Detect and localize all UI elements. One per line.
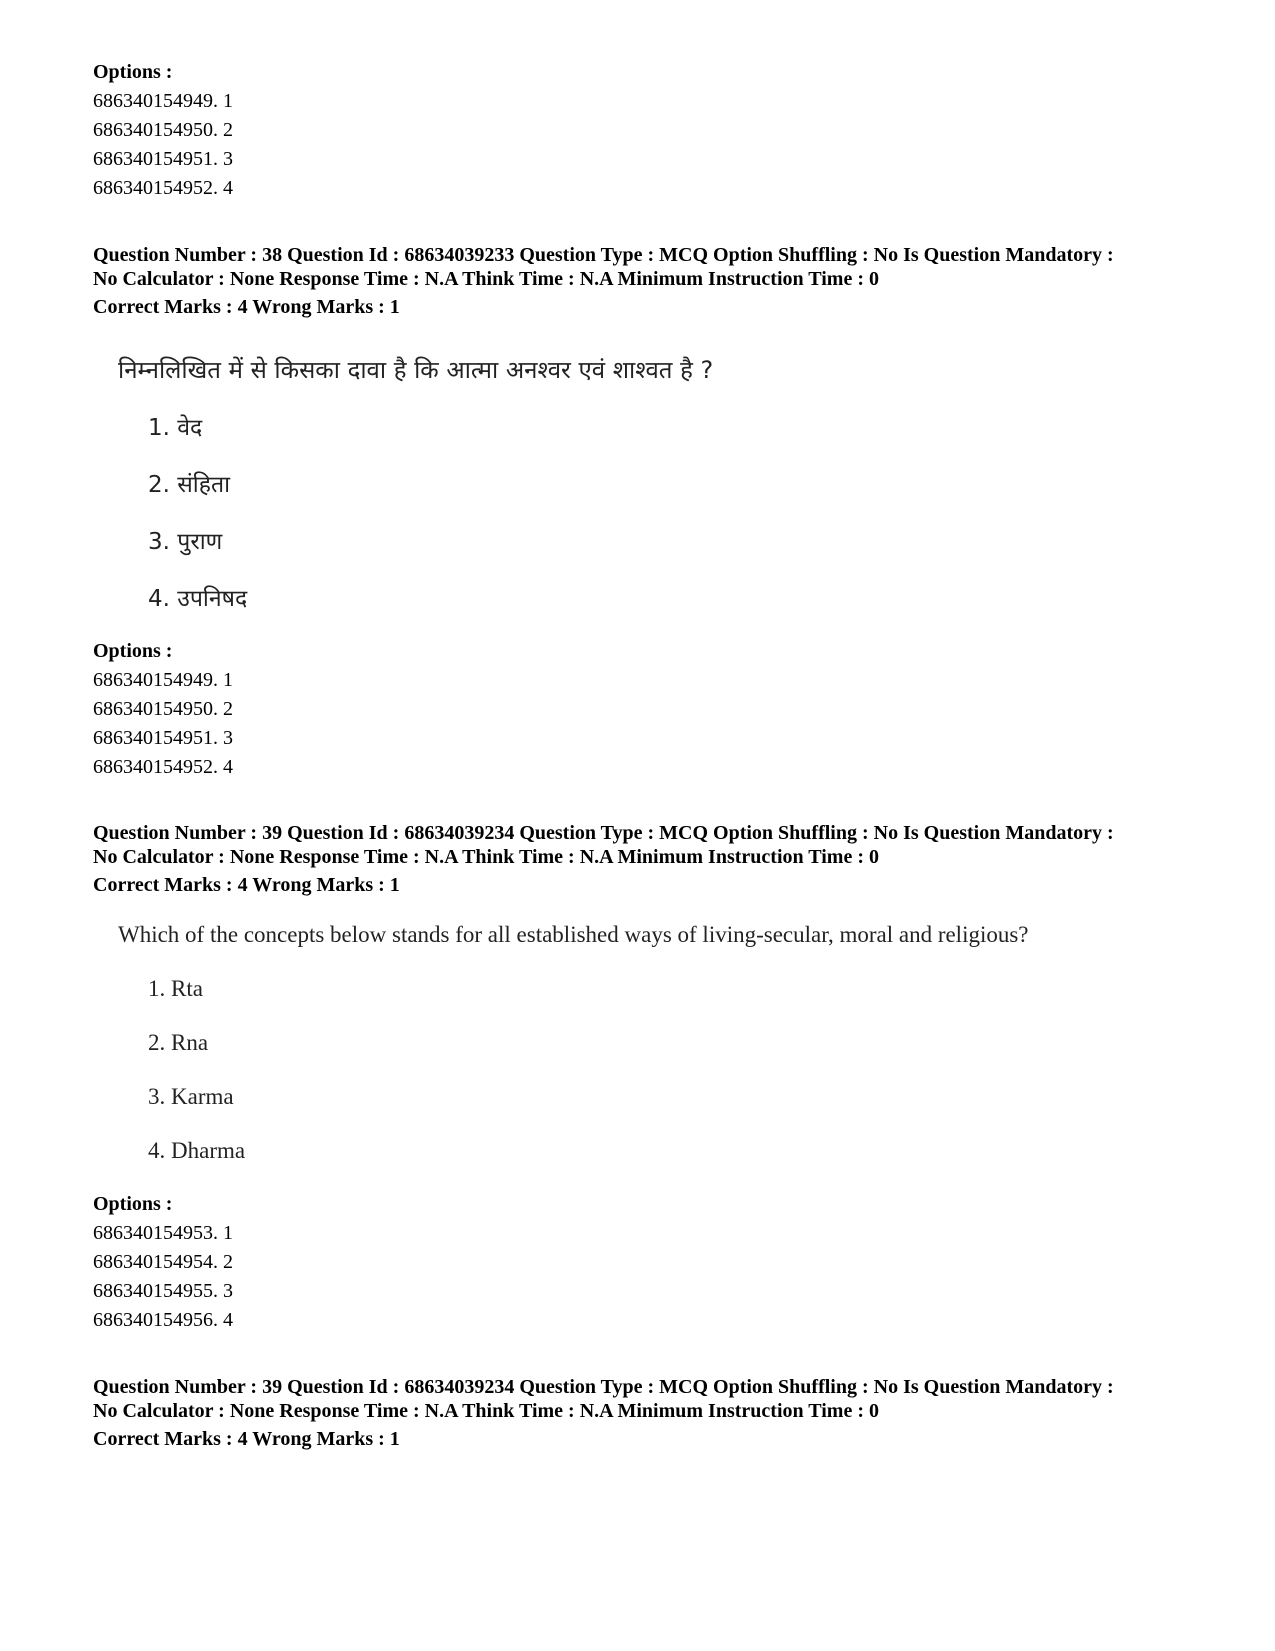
option-line: 686340154955. 3 [93,1280,233,1302]
question-header-line: Question Number : 39 Question Id : 68634039234 Question Type : MCQ Option Shuffling : No Is Question Mandatory : [93,1376,1114,1398]
question-39-options [93,1190,1213,1335]
option-line: 686340154950. 2 [93,698,233,720]
question-38-options [93,637,1213,782]
question-38-choice: 1. वेद [148,415,203,441]
option-line: 686340154949. 1 [93,669,233,691]
question-38-stem: निम्नलिखित में से किसका दावा है कि आत्मा अनश्वर एवं शाश्वत है ? [118,356,714,384]
question-39-stem: Which of the concepts below stands for all established ways of living-secular, moral and religious? [118,922,1029,947]
options-heading: Options : [93,1193,173,1215]
option-line: 686340154954. 2 [93,1251,233,1273]
option-line: 686340154952. 4 [93,756,233,778]
option-line: 686340154951. 3 [93,148,233,170]
option-line: 686340154956. 4 [93,1309,233,1331]
question-header-line: No Calculator : None Response Time : N.A Think Time : N.A Minimum Instruction Time : 0 [93,268,879,290]
question-marks: Correct Marks : 4 Wrong Marks : 1 [93,1428,400,1450]
option-line: 686340154952. 4 [93,177,233,199]
question-header-line: Question Number : 39 Question Id : 68634039234 Question Type : MCQ Option Shuffling : No Is Question Mandatory : [93,822,1114,844]
question-marks: Correct Marks : 4 Wrong Marks : 1 [93,296,400,318]
question-header-line: Question Number : 38 Question Id : 68634039233 Question Type : MCQ Option Shuffling : No Is Question Mandatory : [93,244,1114,266]
options-heading: Options : [93,61,173,83]
question-38-choice: 3. पुराण [148,529,223,555]
option-line: 686340154950. 2 [93,119,233,141]
question-header-line: No Calculator : None Response Time : N.A Think Time : N.A Minimum Instruction Time : 0 [93,1400,879,1422]
question-39-choice: 3. Karma [148,1084,234,1109]
question-38-choice: 4. उपनिषद [148,586,248,612]
option-line: 686340154949. 1 [93,90,233,112]
question-39-repeat-header [93,1375,1213,1451]
question-marks: Correct Marks : 4 Wrong Marks : 1 [93,874,400,896]
question-39-choice: 1. Rta [148,976,203,1001]
question-38-choice: 2. संहिता [148,472,231,498]
option-line: 686340154951. 3 [93,727,233,749]
question-39-header [93,821,1213,897]
option-line: 686340154953. 1 [93,1222,233,1244]
question-38-header [93,243,1213,319]
top-options-block [93,58,1213,203]
question-header-line: No Calculator : None Response Time : N.A Think Time : N.A Minimum Instruction Time : 0 [93,846,879,868]
options-heading: Options : [93,640,173,662]
question-39-choice: 2. Rna [148,1030,209,1055]
question-39-choice: 4. Dharma [148,1138,246,1163]
